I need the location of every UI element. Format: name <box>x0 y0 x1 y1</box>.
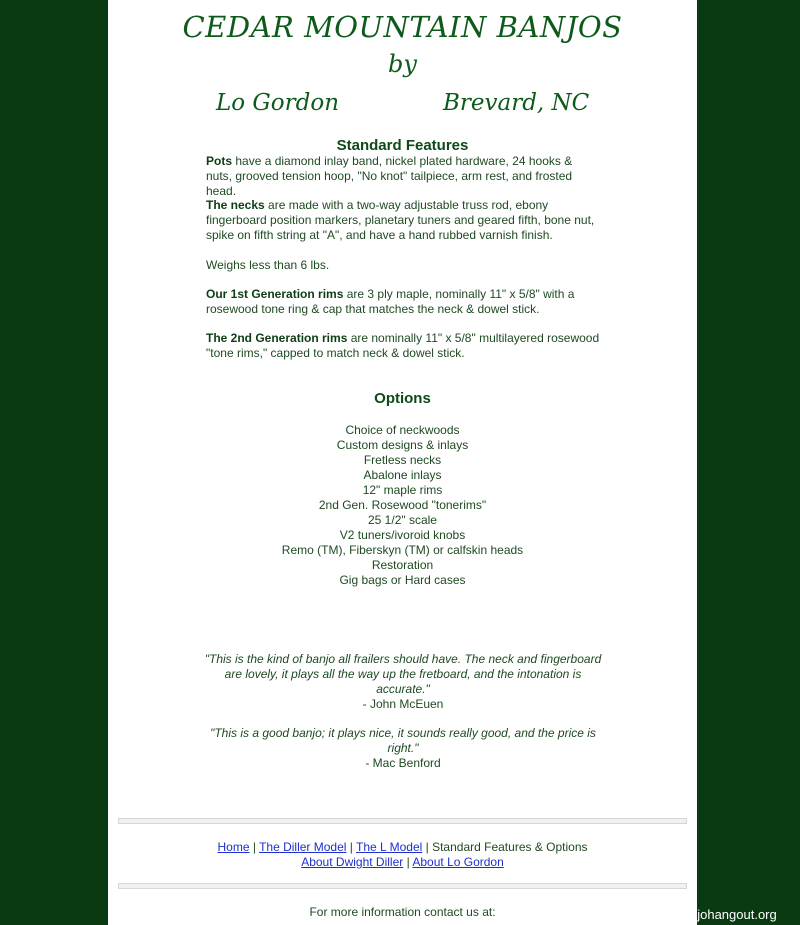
feature-text: Weighs less than 6 lbs. <box>206 258 330 272</box>
list-item: Custom designs & inlays <box>336 438 469 452</box>
nav-row-1 <box>108 840 697 855</box>
list-item: 12" maple rims <box>362 483 443 497</box>
testimonial-quote: "This is the kind of banjo all frailers should have. The neck and fingerboard are lovely, it plays all the way up the fretboard, and the intonation is accurate." <box>204 652 602 696</box>
features-heading: Standard Features <box>336 137 469 154</box>
divider <box>118 883 687 889</box>
divider <box>118 818 687 824</box>
testimonial-author: - John McEuen <box>362 697 444 711</box>
feature-1st-gen <box>206 287 601 317</box>
feature-text: are nominally 11" x 5/8" multilayered rosewood "tone rims," capped to match neck & dowel stick. <box>206 331 600 360</box>
nav-separator: | <box>422 840 433 854</box>
feature-weight <box>206 258 601 273</box>
nav-link-diller-model[interactable]: The Diller Model <box>259 840 347 854</box>
list-item: 25 1/2" scale <box>368 513 437 527</box>
nav-current-page: Standard Features & Options <box>432 840 588 854</box>
feature-label: Our 1st Generation rims <box>206 287 344 301</box>
maker-name: Lo Gordon <box>216 90 340 116</box>
list-item: Restoration <box>371 558 434 572</box>
list-item: Gig bags or Hard cases <box>339 573 466 587</box>
nav-separator: | <box>403 855 413 869</box>
feature-label: The necks <box>206 198 265 212</box>
testimonial-author: - Mac Benford <box>365 756 441 770</box>
testimonial-mceuen <box>203 652 603 712</box>
maker-location: Brevard, NC <box>443 90 590 116</box>
by-line: by <box>388 50 417 78</box>
list-item: Fretless necks <box>363 453 442 467</box>
nav-link-about-gordon[interactable]: About Lo Gordon <box>412 855 504 869</box>
nav-separator: | <box>249 840 260 854</box>
list-item: V2 tuners/ivoroid knobs <box>339 528 466 542</box>
list-item: Choice of neckwoods <box>345 423 460 437</box>
nav-link-about-diller[interactable]: About Dwight Diller <box>301 855 404 869</box>
testimonial-quote: "This is a good banjo; it plays nice, it sounds really good, and the price is right." <box>210 726 596 755</box>
feature-text: have a diamond inlay band, nickel plated hardware, 24 hooks & nuts, grooved tension hoop, "No knot" tailpiece, arm rest, and frosted head. <box>206 154 573 198</box>
options-list <box>108 423 697 588</box>
page-content <box>108 0 697 925</box>
watermark: njohangout.org <box>690 907 777 922</box>
feature-2nd-gen <box>206 331 601 361</box>
nav-row-2 <box>108 855 697 870</box>
footer-nav <box>108 840 697 870</box>
nav-separator: | <box>346 840 357 854</box>
feature-label: The 2nd Generation rims <box>206 331 348 345</box>
feature-label: Pots <box>206 154 233 168</box>
list-item: 2nd Gen. Rosewood "tonerims" <box>318 498 487 512</box>
feature-text: are made with a two-way adjustable truss rod, ebony fingerboard position markers, planetary tuners and geared fifth, bone nut, spike on fifth string at "A", and have a hand rubbed varnish finish. <box>206 198 595 242</box>
list-item: Abalone inlays <box>363 468 442 482</box>
list-item: Remo (TM), Fiberskyn (TM) or calfskin heads <box>281 543 524 557</box>
testimonial-benford <box>203 726 603 771</box>
nav-link-l-model[interactable]: The L Model <box>356 840 423 854</box>
feature-text: are 3 ply maple, nominally 11" x 5/8" with a rosewood tone ring & cap that matches the neck & dowel stick. <box>206 287 575 316</box>
nav-link-home[interactable]: Home <box>217 840 250 854</box>
site-title: CEDAR MOUNTAIN BANJOS <box>182 10 623 44</box>
feature-pots <box>206 154 601 199</box>
contact-text: For more information contact us at: <box>309 905 496 919</box>
options-heading: Options <box>374 390 431 407</box>
feature-necks <box>206 198 601 243</box>
